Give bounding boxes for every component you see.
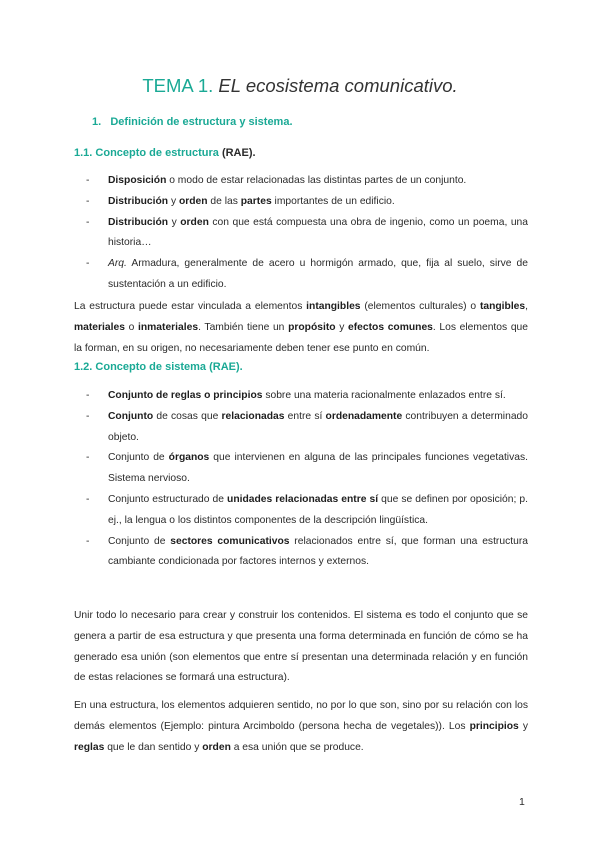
bold-term: orden [178, 195, 208, 207]
text: Conjunto de [108, 535, 171, 547]
bold-term: órganos [168, 452, 210, 464]
bold-term: reglas [74, 741, 105, 753]
bold-term: sectores comunicativos [170, 535, 290, 547]
dash: - [86, 535, 90, 547]
paragraph-relacion [74, 696, 528, 758]
dash: - [86, 452, 90, 464]
bold-term: intangibles [306, 301, 361, 312]
dash: - [86, 410, 90, 422]
text: con que está compuesta una obra de ingenio, como un poema, una historia… [108, 216, 528, 249]
bold-term: orden [202, 741, 231, 753]
text: En una estructura, los elementos adquieren sentido, no por lo que son, sino por su relación con los demás elementos (Ejemplo: pintura Arcimboldo (persona hecha de vegetales)). Los [74, 700, 528, 732]
dash: - [86, 258, 90, 270]
bold-term: efectos comunes [348, 321, 433, 333]
bold-term: Distribución [108, 195, 169, 207]
subsection-heading-estructura [74, 147, 256, 159]
list-item [86, 254, 528, 296]
text: a esa unión que se produce. [230, 741, 364, 753]
text: que le dan sentido y [104, 741, 203, 753]
paragraph-estructura [74, 297, 528, 359]
text: y [168, 195, 179, 207]
bold-term: Distribución [108, 216, 169, 228]
text: que intervienen en alguna de las principales funciones vegetativas. Sistema nervioso. [108, 452, 528, 485]
bold-term: ordenadamente [325, 410, 403, 422]
section-heading: 1. Definición de estructura y sistema. [92, 116, 293, 128]
text: y [168, 216, 181, 228]
list-item [86, 213, 528, 255]
dash: - [86, 175, 90, 186]
list-item [86, 448, 528, 490]
bold-term: Disposición [108, 175, 167, 186]
list-item [86, 407, 528, 449]
title-text: EL ecosistema comunicativo. [218, 75, 458, 96]
text: sobre una materia racionalmente enlazados entre sí. [262, 390, 506, 401]
title-accent: TEMA 1. [142, 75, 214, 96]
sistema-definitions-list [86, 386, 528, 573]
text: relacionados entre sí, que forman una estructura cambiante condicionada por factores internos y externos. [108, 535, 528, 568]
bold-term: inmateriales [137, 321, 199, 333]
text: que se definen por oposición; p. ej., la lengua o los distintos componentes de la descripción lingüística. [108, 493, 528, 526]
dash: - [86, 216, 90, 228]
list-item [86, 386, 528, 407]
text: Conjunto estructurado de [108, 493, 228, 505]
bold-term: principios [469, 720, 519, 732]
bold-term: orden [180, 216, 209, 228]
estructura-definitions-list [86, 171, 528, 296]
subsection-title: 1.1. Concepto de estructura [74, 147, 219, 159]
text: contribuyen a determinado objeto. [108, 410, 528, 443]
bold-term: propósito [288, 321, 336, 333]
list-item [86, 532, 528, 574]
bold-term: partes [240, 195, 272, 207]
list-item [86, 171, 528, 192]
rae-label: (RAE). [209, 361, 243, 373]
text: importantes de un edificio. [271, 195, 395, 207]
text: (elementos culturales) o [360, 301, 480, 312]
text: Conjunto de [108, 452, 169, 464]
list-item [86, 192, 528, 213]
text: entre sí [284, 410, 326, 422]
dash: - [86, 195, 90, 207]
italic-term: Arq. [108, 258, 127, 270]
bold-term: relacionadas [221, 410, 285, 422]
paragraph-sistema: Unir todo lo necesario para crear y construir los contenidos. El sistema es todo el conjunto que se genera a partir de esa estructura y que presenta una forma determinada en función de cómo se ha generado esa unión (son elementos que entre sí presentan una determinada relación y en función de estas relaciones se formará una estructura). [74, 610, 528, 684]
bold-term: unidades relacionadas entre sí [227, 493, 379, 505]
text: , [525, 301, 529, 312]
dash: - [86, 390, 90, 401]
text: . Los elementos que la forman, en su origen, no necesariamente deben tener ese punto en común. [74, 321, 528, 354]
text: o modo de estar relacionadas las distintas partes de un conjunto. [166, 175, 467, 186]
dash: - [86, 493, 90, 505]
text: o [124, 321, 138, 333]
page-number: 1 [519, 796, 525, 808]
bold-term: Conjunto de reglas o principios [108, 390, 263, 401]
list-item [86, 490, 528, 532]
text: Armadura, generalmente de acero u hormigón armado, que, fija al suelo, sirve de sustentación a un edificio. [108, 258, 528, 290]
text: y [335, 321, 348, 333]
page-title [0, 74, 600, 98]
text: . También tiene un [198, 321, 289, 333]
bold-term: materiales [74, 321, 125, 333]
rae-label: (RAE). [221, 147, 256, 159]
subsection-heading-sistema [74, 361, 243, 373]
subsection-title: 1.2. Concepto de sistema [74, 361, 207, 373]
bold-term: tangibles [479, 301, 526, 312]
text: y [518, 720, 528, 732]
text: de cosas que [153, 410, 222, 422]
text: de las [207, 195, 241, 207]
bold-term: Conjunto [108, 410, 154, 422]
text: La estructura puede estar vinculada a elementos [74, 301, 307, 312]
